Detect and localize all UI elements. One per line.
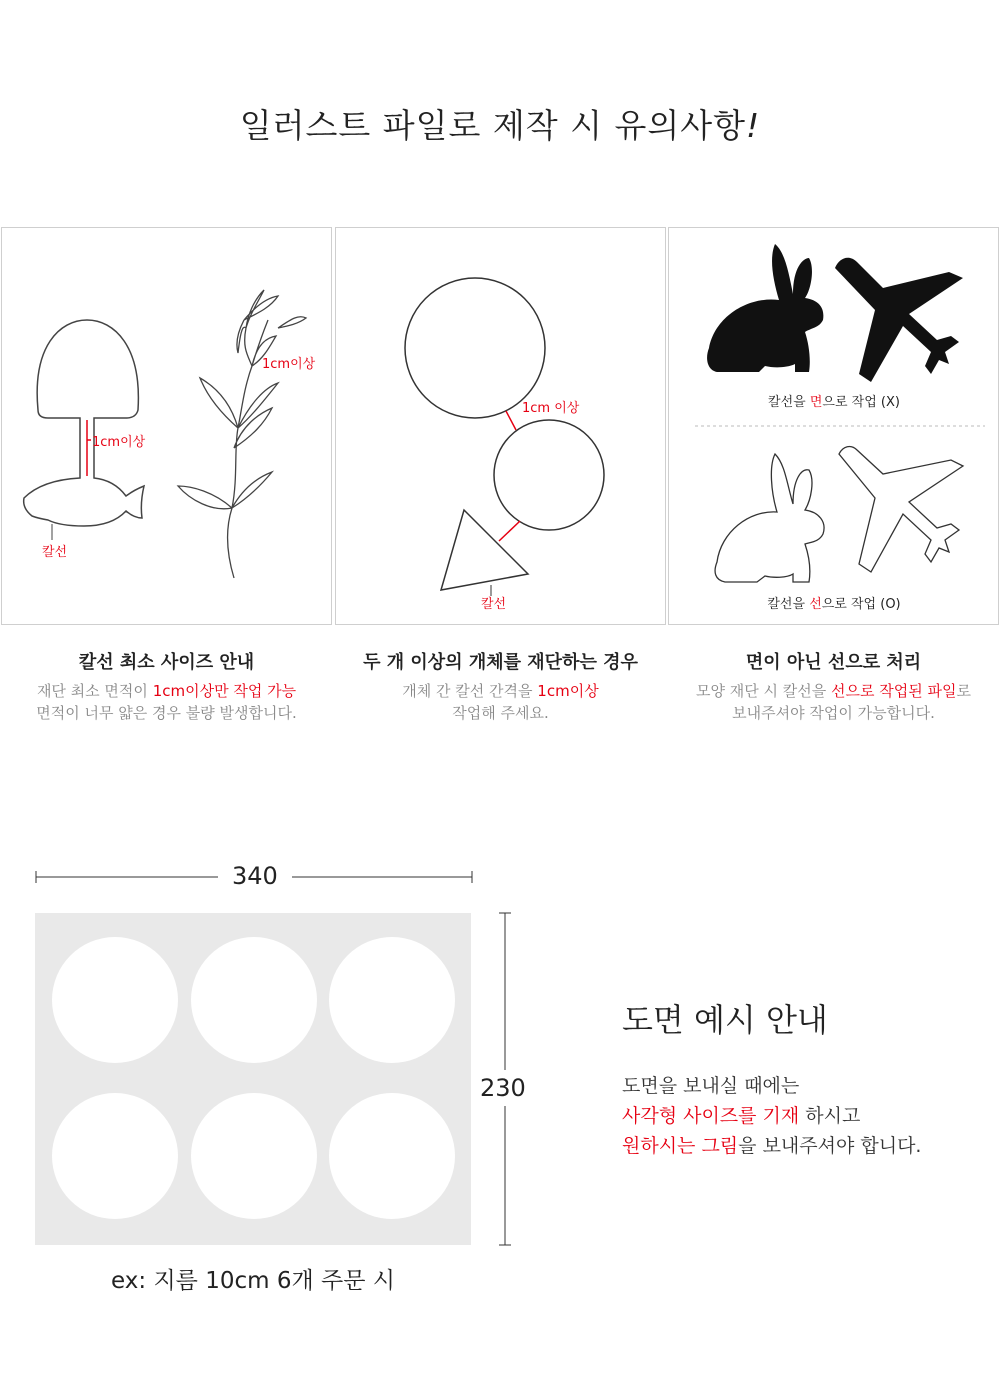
label-gap: 1cm 이상 — [522, 401, 580, 416]
height-label: 230 — [480, 1070, 526, 1106]
panel-min-size — [1, 227, 332, 625]
caption-line-1: 재단 최소 면적이 1cm이상만 작업 가능 — [36, 682, 297, 700]
caption-title: 두 개 이상의 개체를 재단하는 경우 — [363, 652, 638, 673]
page-title — [0, 100, 1000, 147]
example-caption: ex: 지름 10cm 6개 주문 시 — [111, 1268, 395, 1294]
sticker-circle — [191, 1093, 317, 1219]
caption-title: 칼선 최소 사이즈 안내 — [78, 652, 255, 673]
leaf-branch-outline — [178, 290, 278, 578]
caption-min-size — [1, 648, 332, 724]
guide-line-2: 사각형 사이즈를 기재 하시고 — [622, 1105, 861, 1127]
caption-line-1: 개체 간 칼선 간격을 1cm이상 — [402, 682, 599, 700]
caption-fill — [768, 394, 900, 410]
line-vs-fill-illustration — [669, 228, 1000, 626]
caption-line-highlight: 선 — [809, 597, 822, 612]
caption-line-pre: 칼선을 — [767, 597, 810, 612]
caption-fill-highlight: 면 — [809, 395, 823, 410]
caption-line-2: 면적이 너무 얇은 경우 불량 발생합니다. — [36, 704, 297, 722]
airplane-outline-icon — [839, 447, 963, 572]
caption-title: 면이 아닌 선으로 처리 — [745, 652, 922, 673]
gap-marker-bottom — [499, 521, 520, 541]
sticker-circle — [191, 937, 317, 1063]
rabbit-filled-icon — [707, 244, 823, 372]
caption-line-vs-fill — [668, 648, 999, 724]
page-title-text: 일러스트 파일로 제작 시 유의사항 — [239, 106, 747, 145]
panel-line-vs-fill — [668, 227, 999, 625]
drawing-guide — [622, 995, 921, 1161]
guide-highlight: 원하시는 그림 — [622, 1135, 739, 1157]
caption-line-post: 으로 작업 (O) — [821, 597, 901, 612]
multi-object-illustration — [336, 228, 667, 626]
caption-highlight: 선으로 작업된 파일 — [831, 682, 957, 700]
caption-line-2: 보내주셔야 작업이 가능합니다. — [732, 704, 935, 722]
sticker-circle — [329, 937, 455, 1063]
caption-line — [767, 596, 900, 612]
label-cut-line: 칼선 — [481, 597, 507, 612]
panel-multi-object — [335, 227, 666, 625]
sticker-circle — [329, 1093, 455, 1219]
leaf-stem-tip — [278, 317, 306, 328]
caption-highlight: 1cm이상 — [537, 682, 599, 700]
caption-fill-pre: 칼선을 — [768, 395, 810, 410]
guide-highlight: 사각형 사이즈를 기재 — [622, 1105, 800, 1127]
width-label: 340 — [218, 862, 292, 890]
guide-heading: 도면 예시 안내 — [622, 1001, 828, 1039]
label-min-size: 1cm이상 — [92, 435, 146, 450]
label-leaf-size: 1cm이상 — [262, 357, 316, 372]
middle-circle — [494, 420, 604, 530]
caption-fill-post: 으로 작업 (X) — [822, 395, 900, 410]
drawing-example — [0, 860, 540, 1260]
airplane-filled-icon — [835, 258, 963, 382]
caption-line-2: 작업해 주세요. — [452, 704, 549, 722]
sticker-circle — [52, 937, 178, 1063]
top-circle — [405, 278, 545, 418]
min-size-illustration — [2, 228, 333, 626]
caption-highlight: 1cm이상만 작업 가능 — [152, 682, 297, 700]
gap-marker-top — [506, 411, 516, 430]
guide-line-3: 원하시는 그림을 보내주셔야 합니다. — [622, 1135, 922, 1157]
rabbit-outline-icon — [715, 454, 824, 582]
caption-line-1: 모양 재단 시 칼선을 선으로 작업된 파일로 — [696, 682, 971, 700]
mushroom-outline — [24, 320, 144, 526]
caption-multi-object — [335, 648, 666, 724]
guide-line-1: 도면을 보내실 때에는 — [622, 1075, 800, 1097]
page-title-exclamation: ! — [746, 106, 761, 145]
label-cut-line: 칼선 — [42, 545, 68, 560]
triangle-shape — [441, 510, 528, 590]
sticker-circle — [52, 1093, 178, 1219]
